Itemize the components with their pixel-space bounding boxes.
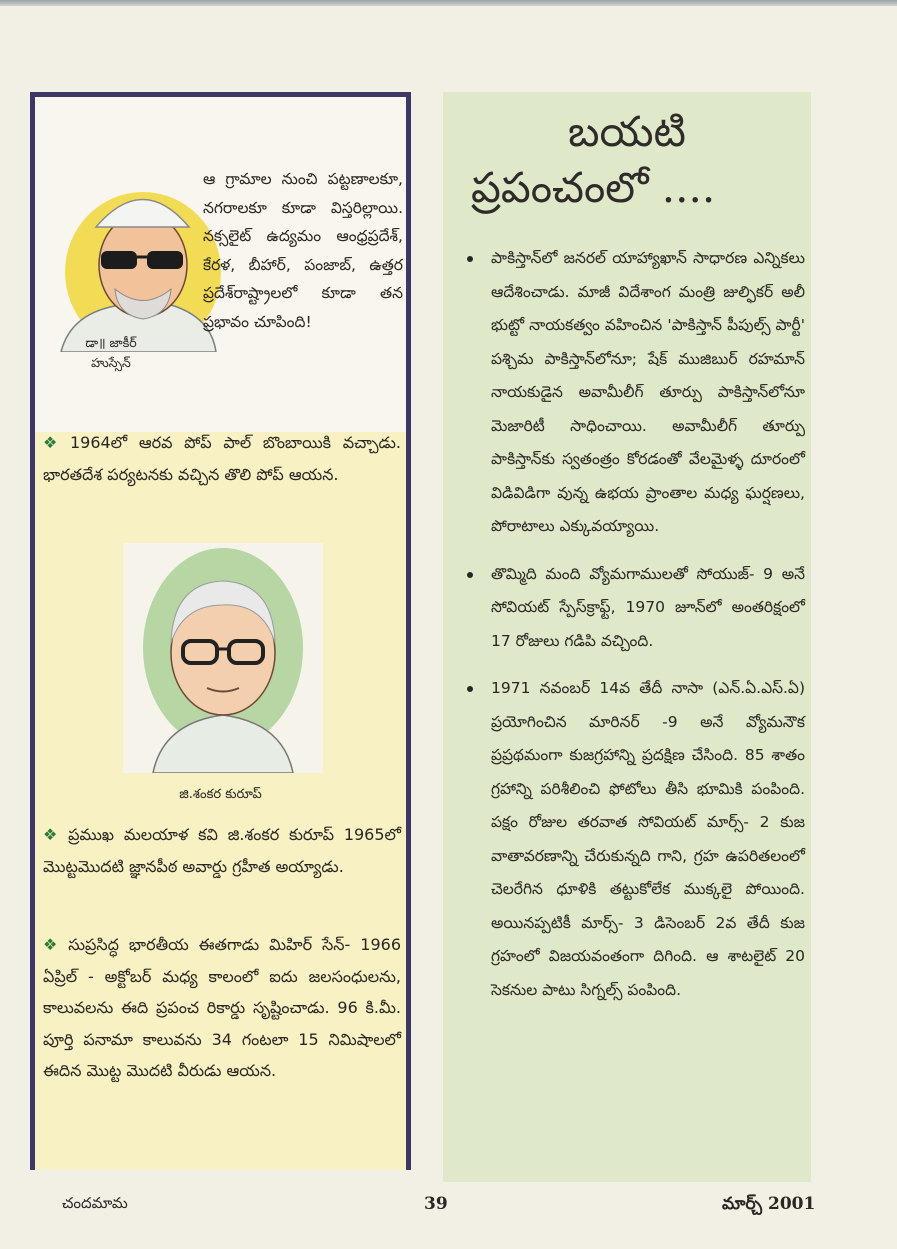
issue-date: మార్చ్ 2001 bbox=[722, 1194, 816, 1214]
hussain-caption: డా॥ జాకీర్ హుస్సేన్ bbox=[85, 335, 137, 370]
kurup-caption: జి.శంకర కురూప్ bbox=[179, 787, 262, 802]
page-number: 39 bbox=[424, 1194, 448, 1214]
list-item: తొమ్మిది మంది వ్యోమగాములతో సోయుజ్- 9 అనే సోవియట్ స్పేస్‌క్రాఫ్ట్, 1970 జూన్‌లో అంతరిక్షంలో 17 రోజులు గడిపి వచ్చింది. bbox=[457, 558, 805, 659]
left-panel bbox=[30, 92, 411, 1170]
bullet-dot-icon bbox=[467, 572, 473, 578]
bullet-mihir-sen: ❖ సుప్రసిద్ధ భారతీయ ఈతగాడు మిహిర్ సేన్- 1966 ఏప్రిల్ - అక్టోబర్ మధ్య కాలంలో ఐదు జలసంధులను, కాలువలను ఈది ప్రపంచ రికార్డు సృష్టించాడు. 96 కి.మీ. పూర్తి పనామా కాలువను 34 గంటలా 15 నిమిషాలలో ఈదిన మొట్ట మొదటి వీరుడు ఆయన. bbox=[43, 935, 402, 1080]
list-item: 1971 నవంబర్ 14వ తేదీ నాసా (ఎన్.ఏ.ఎస్.ఏ) ప్రయోగించిన మారినర్ -9 అనే వ్యోమనౌక ప్రప్రథమంగా కుజగ్రహాన్ని ప్రదక్షిణ చేసింది. 85 శాతం గ్రహాన్ని పరిశీలించి ఫోటోలు తీసి భూమికి పంపింది. పక్షం రోజుల తరవాత సోవియట్ మార్స్- 2 కుజ వాతావరణాన్ని చేరుకున్నది గాని, గ్రహ ఉపరితలంలో చెలరేగిన ధూళికి తట్టుకోలేక ముక్కలై పోయింది. అయినప్పటికీ మార్స్- 3 డిసెంబర్ 2వ తేదీ కుజ గ్రహంలో విజయవంతంగా దిగింది. ఆ శాటలైట్ 20 సెకనుల పాటు సిగ్నల్స్ పంపింది. bbox=[457, 672, 805, 1007]
bullet-star-icon: ❖ bbox=[43, 825, 63, 844]
heading-line-1: బయటి bbox=[568, 107, 686, 156]
magazine-name: చందమామ bbox=[62, 1194, 128, 1212]
bullet-dot-icon bbox=[467, 256, 473, 262]
bullet-jnanpith-award: ❖ ప్రముఖ మలయాళ కవి జి.శంకర కురూప్ 1965లో మొట్టమొదటి జ్ఞానపీఠ అవార్డు గ్రహీత అయ్యాడు. bbox=[43, 825, 401, 876]
bullet-pope-visit: ❖ 1964లో ఆరవ పోప్ పాల్ బొంబాయికి వచ్చాడు. భారతదేశ పర్యటనకు వచ్చిన తొలి పోప్ ఆయన. bbox=[43, 433, 402, 484]
right-panel bbox=[443, 92, 811, 1182]
bullet-dot-icon bbox=[467, 686, 473, 692]
bullet-star-icon: ❖ bbox=[43, 935, 63, 954]
list-item: పాకిస్తాన్‌లో జనరల్ యాహ్యాఖాన్ సాధారణ ఎన్నికలు ఆదేశించాడు. మాజీ విదేశాంగ మంత్రి జుల్ఫికర్ అలీ భుట్టో నాయకత్వం వహించిన 'పాకిస్తాన్ పీపుల్స్ పార్టీ' పశ్చిమ పాకిస్తాన్‌లోనూ; షేక్ ముజిబుర్ రహమాన్ నాయకుడైన అవామీలీగ్ తూర్పు పాకిస్తాన్‌లోనూ మెజారిటీ సాధించాయి. అవామీలీగ్ తూర్పు పాకిస్తాన్‌కు స్వతంత్రం కోరడంతో వేలమైళ్ళ దూరంలో విడివిడిగా వున్న ఉభయ ప్రాంతాల మధ్య ఘర్షణలు, పోరాటాలు ఎక్కువయ్యాయి. bbox=[457, 242, 805, 544]
heading-line-2: ప్రపంచంలో .... bbox=[471, 163, 716, 212]
shankara-kurup-portrait bbox=[123, 543, 323, 773]
hussain-paragraph: ఆ గ్రామాల నుంచి పట్టణాలకూ, నగరాలకూ కూడా విస్తరిల్లాయి. నక్సలైట్ ఉద్యమం ఆంధ్రప్రదేశ్, కేరళ, బీహార్, పంజాబ్, ఉత్తర ప్రదేశ్‌రాష్ట్రాలలో కూడా తన ప్రభావం చూపింది! bbox=[203, 170, 403, 331]
zakir-hussain-portrait bbox=[51, 177, 221, 352]
world-events-list bbox=[457, 242, 805, 1021]
page-top-edge bbox=[0, 0, 897, 6]
bullet-star-icon: ❖ bbox=[43, 433, 64, 452]
section-heading bbox=[443, 104, 811, 216]
